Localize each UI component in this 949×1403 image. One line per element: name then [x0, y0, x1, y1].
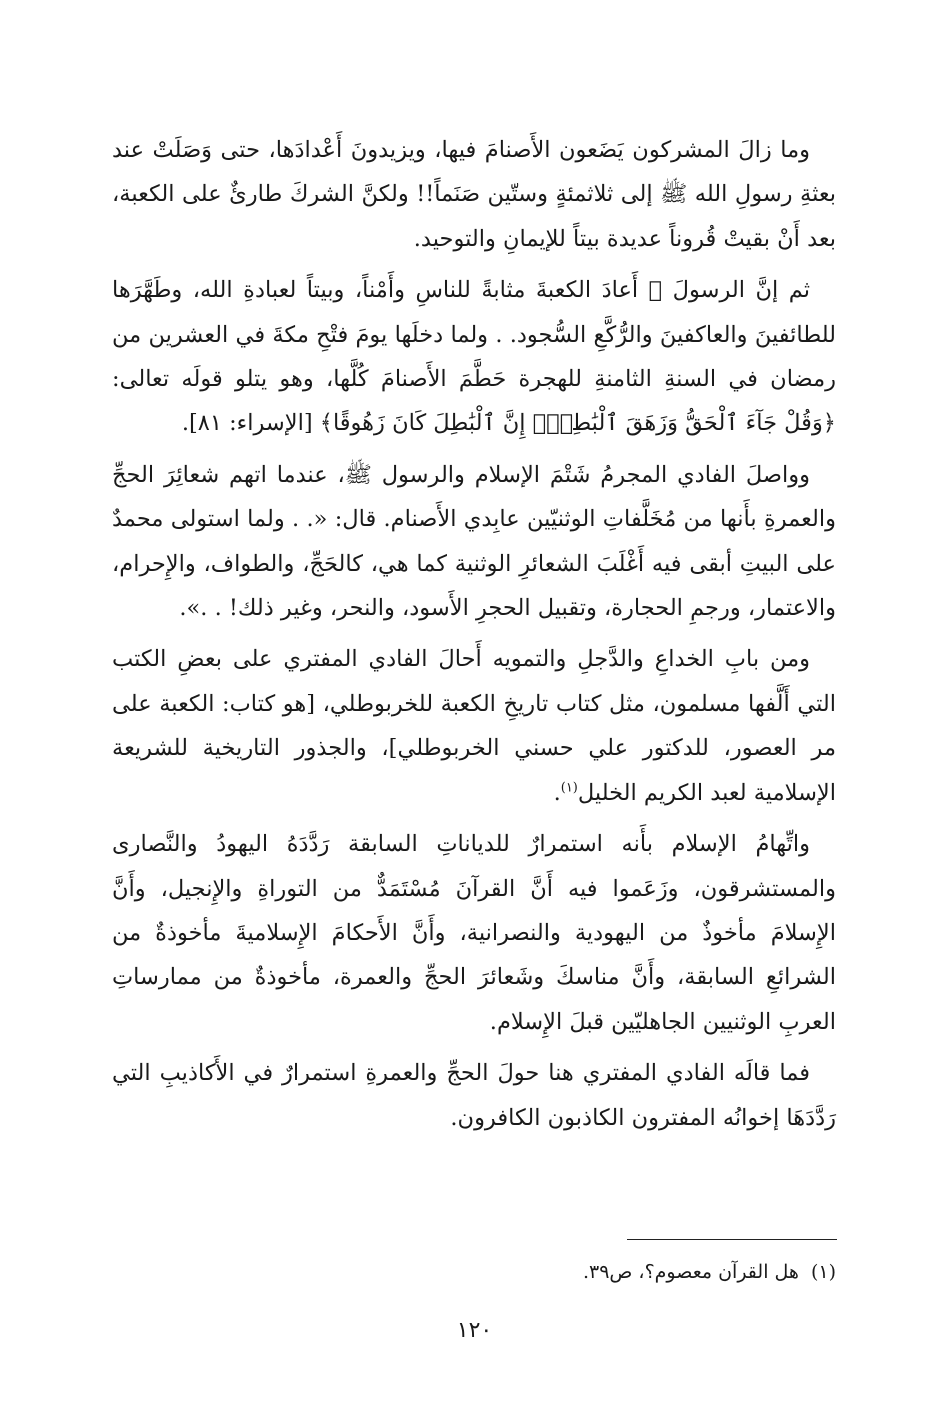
- footnote-text: هل القرآن معصوم؟، ص٣٩.: [582, 1261, 799, 1283]
- paragraph-6: فما قالَه الفادي المفتري هنا حولَ الحجِّ والعمرةِ استمرارٌ في الأَكاذيبِ التي رَدَّدَهَا إخوانُه المفترون الكاذبون الكافرون.: [112, 1060, 836, 1131]
- footnote-marker: (١): [810, 1261, 836, 1283]
- page-number: ١٢٠: [456, 1318, 493, 1343]
- paragraph-4: [112, 637, 836, 815]
- footnote-reference[interactable]: (١): [560, 780, 578, 796]
- paragraph-1: وما زالَ المشركون يَضَعون الأَصنامَ فيها، ويزيدونَ أَعْدادَها، حتى وَصَلَتْ عند بعثةِ رسولِ الله ﷺ إلى ثلاثمئةٍ وستّين صَنَماً!! ولكنَّ الشركَ طارئٌ على الكعبة، بعد أَنْ بقيتْ قُروناً عديدة بيتاً للإيمانِ والتوحيد.: [112, 137, 836, 252]
- page-body: [112, 128, 836, 1147]
- paragraph-2: ثم إنَّ الرسولَ ﷺ أَعادَ الكعبةَ مثابةً للناسِ وأَمْناً، وبيتاً لعبادةِ الله، وطَهَّرَها للطائفينَ والعاكفينَ والرُّكَّعِ السُّجود. . ولما دخلَها يومَ فتْحِ مكةَ في العشرين من رمضان في السنةِ الثامنةِ للهجرة حَطَّمَ الأَصنامَ كُلَّها، وهو يتلو قولَه تعالى: ﴿وَقُلْ جَآءَ ٱلْحَقُّ وَزَهَقَ ٱلْبَٰطِلُۚ إِنَّ ٱلْبَٰطِلَ كَانَ زَهُوقًا﴾ [الإسراء: ٨١].: [112, 277, 836, 437]
- paragraph-3: وواصلَ الفادي المجرمُ شَتْمَ الإسلام والرسول ﷺ، عندما اتهم شعائِرَ الحجِّ والعمرةِ بأَنها من مُخَلَّفاتِ الوثنيّين عابِدي الأَصنام. قال: «. . ولما استولى محمدٌ على البيتِ أبقى فيه أَغْلَبَ الشعائرِ الوثنية كما هي، كالحَجِّ، والطواف، والإِحرام، والاعتمار، ورجمِ الحجارة، وتقبيل الحجرِ الأَسود، والنحر، وغير ذلك! . .».: [112, 461, 836, 622]
- paragraph-4-end: .: [553, 779, 561, 806]
- paragraph-4-text: ومن بابِ الخداعِ والدَّجلِ والتمويه أَحالَ الفادي المفتري على بعضِ الكتب التي أَلَّفها مسلمون، مثل كتاب تاريخِ الكعبة للخربوطلي، [هو كتاب: الكعبة على مر العصور، للدكتور علي حسني الخربوطلي]، والجذور التاريخية للشريعة الإسلامية لعبد الكريم الخليل: [112, 646, 836, 806]
- paragraph-5: واتِّهامُ الإسلام بأَنه استمرارٌ للدياناتِ السابقة رَدَّدَهُ اليهودُ والنَّصارى والمستشرقون، وزَعَموا فيه أَنَّ القرآنَ مُسْتَمَدٌّ من التوراةِ والإِنجيل، وأَنَّ الإِسلامَ مأخوذٌ من اليهودية والنصرانية، وأَنَّ الأَحكامَ الإِسلاميةَ مأخوذةٌ من الشرائعِ السابقة، وأَنَّ مناسكَ وشَعائرَ الحجِّ والعمرة، مأخوذةٌ من ممارساتِ العربِ الوثنيين الجاهليّين قبلَ الإِسلام.: [112, 831, 836, 1035]
- footnote: [112, 1257, 836, 1287]
- footnote-divider: [627, 1239, 837, 1240]
